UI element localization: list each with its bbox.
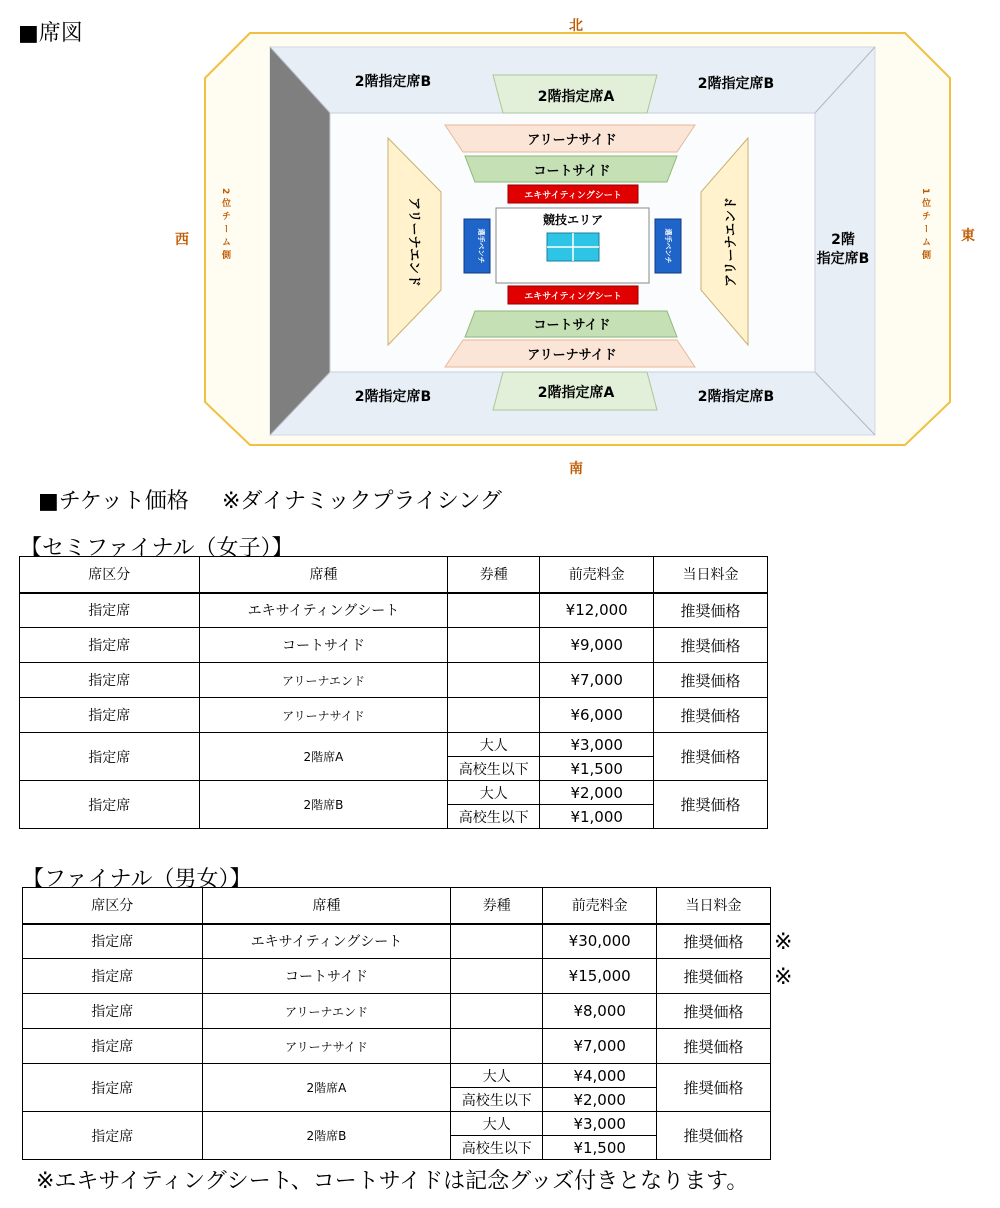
upper-b-sw-label: 2階指定席B (354, 389, 432, 405)
direction-west: 西 (175, 232, 189, 248)
semifinal-title: 【セミファイナル（女子）】 (20, 536, 294, 561)
table-row (20, 733, 768, 757)
seat-cell: 2階席B (199, 781, 448, 829)
final-price-table (22, 887, 771, 1160)
division-cell: 指定席 (23, 924, 203, 959)
stage-block (270, 47, 330, 435)
advance-price-cell: ¥3,000 (543, 1112, 657, 1136)
ticket-type-cell (448, 698, 540, 733)
advance-price-cell: ¥15,000 (543, 959, 657, 994)
seat-cell: アリーナエンド (202, 994, 451, 1029)
ticket-type-cell (448, 663, 540, 698)
day-price-cell: 推奨価格 (657, 959, 771, 994)
table-row (20, 698, 768, 733)
day-price-cell: 推奨価格 (654, 593, 768, 628)
day-price-cell: 推奨価格 (657, 994, 771, 1029)
ticket-type-cell: 高校生以下 (448, 757, 540, 781)
ticket-type-cell (448, 593, 540, 628)
competition-area-label: 競技エリア (542, 213, 604, 227)
team-side-west: 2位チーム側 (220, 188, 230, 264)
seat-cell: コートサイド (202, 959, 451, 994)
seat-cell: 2階席A (202, 1064, 451, 1112)
seat-map-title: ■席図 (18, 21, 83, 46)
seat-cell: エキサイティングシート (202, 924, 451, 959)
day-price-cell: 推奨価格 (657, 924, 771, 959)
advance-price-cell: ¥4,000 (543, 1064, 657, 1088)
table-row (23, 994, 771, 1029)
note-mark-exciting: ※ (774, 930, 793, 955)
header-advance-price: 前売料金 (540, 557, 654, 593)
bench-east-label: 選手ベンチ (664, 228, 672, 264)
header-seat: 席種 (202, 888, 451, 924)
header-division: 席区分 (20, 557, 200, 593)
ticket-type-cell (448, 628, 540, 663)
header-seat: 席種 (199, 557, 448, 593)
table-row (20, 593, 768, 628)
seat-cell: コートサイド (199, 628, 448, 663)
division-cell: 指定席 (23, 1029, 203, 1064)
arena-end-east-label: アリーナエンド (724, 197, 739, 287)
day-price-cell: 推奨価格 (657, 1029, 771, 1064)
division-cell: 指定席 (20, 593, 200, 628)
advance-price-cell: ¥30,000 (543, 924, 657, 959)
arena-end-west-label: アリーナエンド (406, 197, 421, 287)
advance-price-cell: ¥6,000 (540, 698, 654, 733)
advance-price-cell: ¥8,000 (543, 994, 657, 1029)
seat-cell: 2階席B (202, 1112, 451, 1160)
advance-price-cell: ¥3,000 (540, 733, 654, 757)
ticket-type-cell: 大人 (451, 1064, 543, 1088)
day-price-cell: 推奨価格 (654, 698, 768, 733)
division-cell: 指定席 (20, 663, 200, 698)
exciting-south-label: エキサイティングシート (524, 292, 622, 302)
upper-a-south-label: 2階指定席A (537, 385, 615, 401)
ticket-type-cell (451, 994, 543, 1029)
advance-price-cell: ¥1,000 (540, 805, 654, 829)
division-cell: 指定席 (20, 628, 200, 663)
header-advance-price: 前売料金 (543, 888, 657, 924)
court-side-south-label: コートサイド (533, 318, 611, 333)
final-title: 【ファイナル（男女）】 (22, 867, 252, 892)
table-row (20, 781, 768, 805)
upper-b-se-label: 2階指定席B (697, 389, 775, 405)
day-price-cell: 推奨価格 (654, 663, 768, 698)
dynamic-pricing-note: ※ダイナミックプライシング (222, 489, 502, 514)
exciting-north-label: エキサイティングシート (524, 191, 622, 201)
header-day-price: 当日料金 (657, 888, 771, 924)
ticket-type-cell: 高校生以下 (451, 1088, 543, 1112)
header-ticket-type: 券種 (451, 888, 543, 924)
day-price-cell: 推奨価格 (654, 781, 768, 829)
header-ticket-type: 券種 (448, 557, 540, 593)
advance-price-cell: ¥2,000 (543, 1088, 657, 1112)
table-header-row (20, 557, 768, 593)
ticket-type-cell (451, 959, 543, 994)
footnote: ※エキサイティングシート、コートサイドは記念グッズ付きとなります。 (36, 1169, 749, 1194)
division-cell: 指定席 (20, 781, 200, 829)
note-mark-courtside: ※ (774, 965, 793, 990)
ticket-type-cell: 大人 (448, 733, 540, 757)
table-row (23, 959, 771, 994)
day-price-cell: 推奨価格 (657, 1112, 771, 1160)
arena-side-north-label: アリーナサイド (527, 133, 617, 148)
arena-side-south-label: アリーナサイド (527, 348, 617, 363)
upper-b-ne-label: 2階指定席B (697, 76, 775, 92)
ticket-type-cell: 大人 (451, 1112, 543, 1136)
division-cell: 指定席 (23, 1064, 203, 1112)
header-division: 席区分 (23, 888, 203, 924)
semifinal-price-table (19, 556, 768, 829)
advance-price-cell: ¥1,500 (540, 757, 654, 781)
upper-b-east-label-2: 指定席B (816, 251, 870, 267)
seat-cell: アリーナサイド (199, 698, 448, 733)
table-row (20, 663, 768, 698)
bench-west (464, 219, 490, 273)
table-row (23, 924, 771, 959)
direction-east: 東 (961, 228, 975, 244)
upper-b-nw-label: 2階指定席B (354, 74, 432, 90)
division-cell: 指定席 (23, 959, 203, 994)
seat-cell: アリーナエンド (199, 663, 448, 698)
advance-price-cell: ¥1,500 (543, 1136, 657, 1160)
advance-price-cell: ¥7,000 (543, 1029, 657, 1064)
ticket-type-cell (451, 1029, 543, 1064)
ticket-type-cell: 高校生以下 (448, 805, 540, 829)
bench-west-label: 選手ベンチ (477, 228, 485, 264)
direction-south: 南 (569, 461, 583, 477)
advance-price-cell: ¥9,000 (540, 628, 654, 663)
direction-north: 北 (569, 18, 583, 34)
upper-b-east-label-1: 2階 (831, 232, 855, 248)
day-price-cell: 推奨価格 (657, 1064, 771, 1112)
upper-a-north-label: 2階指定席A (537, 89, 615, 105)
ticket-type-cell: 大人 (448, 781, 540, 805)
advance-price-cell: ¥2,000 (540, 781, 654, 805)
table-header-row (23, 888, 771, 924)
price-section-title: ■チケット価格 (38, 489, 189, 514)
seat-map (0, 0, 1000, 480)
table-row (20, 628, 768, 663)
day-price-cell: 推奨価格 (654, 628, 768, 663)
court-side-north-label: コートサイド (533, 164, 611, 179)
header-day-price: 当日料金 (654, 557, 768, 593)
team-side-east: 1位チーム側 (920, 188, 930, 264)
seat-cell: 2階席A (199, 733, 448, 781)
day-price-cell: 推奨価格 (654, 733, 768, 781)
division-cell: 指定席 (23, 994, 203, 1029)
advance-price-cell: ¥12,000 (540, 593, 654, 628)
division-cell: 指定席 (23, 1112, 203, 1160)
ticket-type-cell: 高校生以下 (451, 1136, 543, 1160)
seat-cell: エキサイティングシート (199, 593, 448, 628)
division-cell: 指定席 (20, 698, 200, 733)
table-row (23, 1064, 771, 1088)
table-row (23, 1112, 771, 1136)
advance-price-cell: ¥7,000 (540, 663, 654, 698)
division-cell: 指定席 (20, 733, 200, 781)
table-row (23, 1029, 771, 1064)
seat-cell: アリーナサイド (202, 1029, 451, 1064)
ticket-type-cell (451, 924, 543, 959)
